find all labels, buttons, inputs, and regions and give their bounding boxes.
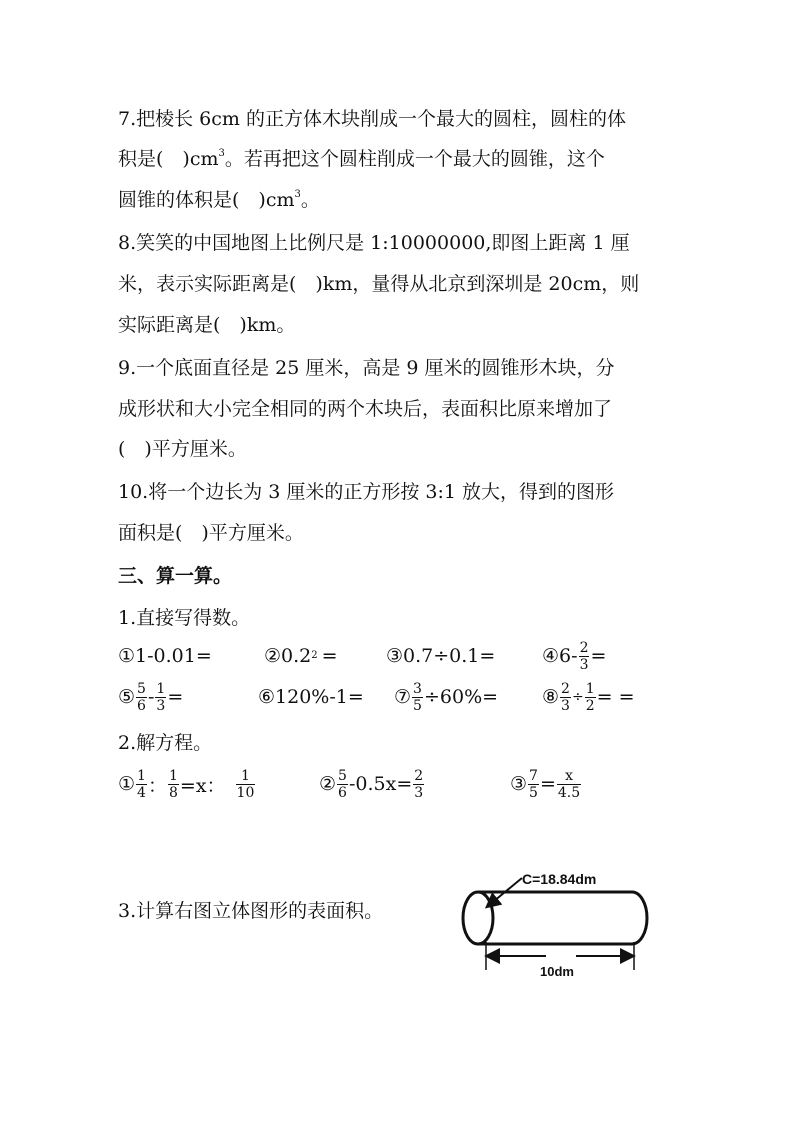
denominator: 10 [236, 784, 255, 801]
q7-line-2-tail: 。若再把这个圆柱削成一个最大的圆锥，这个 [224, 148, 605, 170]
calc-operator: - [147, 686, 155, 708]
calc-item-3 [386, 636, 495, 676]
calc-equals: = [590, 645, 607, 667]
fraction [236, 768, 256, 801]
numerator: 7 [529, 767, 538, 784]
length-label: 10dm [540, 964, 574, 979]
calc-item-2: ② 0.2 2 = [264, 645, 338, 667]
denominator: 3 [414, 784, 424, 801]
fraction [136, 768, 147, 801]
fraction [557, 768, 581, 801]
calc-item-7 [394, 677, 498, 717]
calc-expr: 0.7÷0.1= [403, 645, 496, 667]
section-3-sub-2: 2.解方程。 [118, 732, 213, 754]
calc-expr: 6- [559, 645, 578, 667]
eq-expr: = [539, 773, 556, 795]
q9-line-2: 成形状和大小完全相同的两个木块后，表面积比原来增加了 [118, 398, 613, 420]
denominator: 5 [413, 697, 422, 714]
fraction [413, 768, 424, 801]
cylinder-figure [446, 858, 658, 984]
calc-equals: = [321, 645, 338, 667]
calc-mark: ⑧ [542, 686, 560, 708]
denominator: 4 [137, 784, 146, 801]
numerator: 1 [156, 680, 166, 697]
fraction [585, 681, 596, 714]
fraction [168, 768, 179, 801]
q10-line-2: 面积是( )平方厘米。 [118, 522, 304, 544]
calc-mark: ⑥ [258, 686, 276, 708]
fraction [337, 768, 348, 801]
numerator: x [565, 767, 573, 784]
q7-line-3 [118, 188, 320, 212]
numerator: 2 [414, 767, 424, 784]
eq-ratio-sign: ： [147, 774, 167, 797]
fraction [155, 681, 166, 714]
numerator: 3 [413, 680, 422, 697]
calc-mark: ① [118, 645, 136, 667]
numerator: 1 [241, 767, 250, 784]
q7-exponent-2: 3 [294, 189, 301, 200]
q7-line-3-text: 圆锥的体积是( )cm [118, 189, 295, 211]
equation-2 [319, 762, 425, 806]
numerator: 2 [579, 639, 589, 656]
section-3-sub-3: 3.计算右图立体图形的表面积。 [118, 900, 384, 922]
calc-mark: ③ [386, 645, 404, 667]
calc-item-5 [118, 677, 183, 717]
denominator: 3 [579, 656, 589, 673]
denominator: 6 [338, 784, 347, 801]
circumference-label: C=18.84dm [522, 871, 597, 887]
fraction [528, 768, 539, 801]
q8-line-2: 米，表示实际距离是( )km，量得从北京到深圳是 20cm，则 [118, 273, 640, 295]
q7-line-3-tail: 。 [300, 189, 320, 211]
calc-mark: ⑦ [394, 686, 412, 708]
numerator: 5 [338, 767, 347, 784]
q9-line-1: 9.一个底面直径是 25 厘米，高是 9 厘米的圆锥形木块，分 [118, 357, 615, 379]
calc-item-8 [542, 677, 635, 717]
fraction [136, 681, 147, 714]
calc-mark: ② [264, 645, 282, 667]
calc-item-4 [542, 636, 606, 676]
denominator: 3 [561, 697, 570, 714]
cylinder-body [478, 892, 647, 944]
equation-1 [118, 762, 256, 806]
denominator: 4.5 [557, 784, 581, 801]
eq-expr: -0.5x= [348, 773, 413, 795]
calc-base: 0.2 [281, 645, 312, 667]
calc-equals: = [167, 686, 184, 708]
fraction [579, 640, 590, 673]
denominator: 3 [156, 697, 166, 714]
numerator: 1 [585, 680, 595, 697]
numerator: 5 [137, 680, 146, 697]
numerator: 1 [168, 767, 178, 784]
eq-mark: ② [319, 773, 337, 795]
equation-3 [510, 762, 582, 806]
fraction [560, 681, 571, 714]
denominator: 6 [137, 697, 146, 714]
q7-exponent: 3 [218, 148, 225, 159]
calc-mark: ⑤ [118, 686, 136, 708]
numerator: 2 [561, 680, 570, 697]
section-3-heading: 三、算一算。 [118, 565, 233, 587]
calc-equals: = = [596, 686, 635, 708]
calc-item-6 [258, 677, 364, 717]
q7-line-2-text: 积是( )cm [118, 148, 219, 170]
calc-item-1 [118, 636, 212, 676]
denominator: 2 [585, 697, 595, 714]
numerator: 1 [137, 767, 146, 784]
calc-mark: ④ [542, 645, 560, 667]
q8-line-3: 实际距离是( )km。 [118, 314, 296, 336]
calc-expr: 120%-1= [275, 686, 364, 708]
eq-mark: ① [118, 773, 136, 795]
cylinder-left-face [463, 892, 493, 944]
q8-line-1: 8.笑笑的中国地图上比例尺是 1:10000000,即图上距离 1 厘 [118, 232, 630, 254]
calc-operator: ÷ [571, 689, 584, 705]
section-3-sub-1: 1.直接写得数。 [118, 607, 251, 629]
q7-line-1: 7.把棱长 6cm 的正方体木块削成一个最大的圆柱，圆柱的体 [118, 108, 626, 130]
denominator: 8 [168, 784, 178, 801]
q9-line-3: ( )平方厘米。 [118, 438, 247, 460]
eq-expr: =x： [179, 774, 226, 797]
fraction [412, 681, 423, 714]
q7-line-2 [118, 147, 605, 171]
calc-expr: 1-0.01= [135, 645, 212, 667]
q10-line-1: 10.将一个边长为 3 厘米的正方形按 3:1 放大，得到的图形 [118, 481, 615, 503]
eq-mark: ③ [510, 773, 528, 795]
denominator: 5 [529, 784, 538, 801]
calc-expr: ÷60%= [423, 686, 499, 708]
